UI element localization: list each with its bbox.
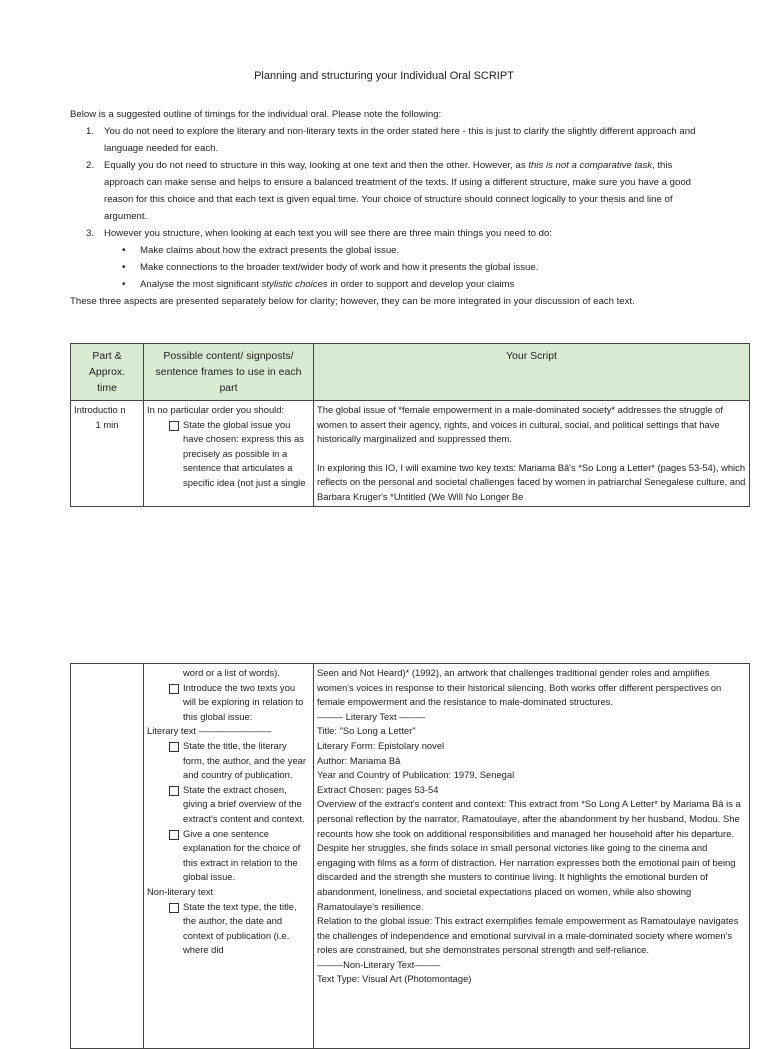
numbered-list [70,123,710,293]
script-line: Text Type: Visual Art (Photomontage) [317,973,472,985]
content-cell [144,664,314,1049]
table-row-introduction-continued [71,664,750,1049]
item-text: , this approach can make sense and helps to ensure a balanced treatment of the texts. If using a different structure, make sure you have a good reason for this choice and that each text is given equal time. Your choice of structure should connect logically to your thesis and line of argument. [104,160,691,222]
item-text: You do not need to explore the literary and non-literary texts in the order stated here - this is just to clarify the slightly different approach and language needed for each. [104,126,696,154]
checkbox-icon[interactable] [169,830,179,840]
intro-text: Below is a suggested outline of timings for the individual oral. Please note the following: [70,109,442,120]
bullet-text: Analyse the most significant [140,279,262,290]
continued-text: word or a list of words). [183,667,280,678]
item-number: 2. [86,160,95,171]
script-line: Extract Chosen: pages 53-54 [317,783,439,795]
script-paragraph: In exploring this IO, I will examine two key texts: Mariama Bâ's *So Long a Letter* (pages 53-54), which reflects on the personal and societal challenges faced by women in patriarchal Senegalese culture, and Barbara Kruger's *Untitled (We Will No Longer Be [317,461,746,502]
checklist-item[interactable] [147,783,310,827]
script-table-part2 [70,663,750,1049]
script-divider: ––––– Literary Text ––––– [317,710,426,722]
checklist-text: State the global issue you have chosen: express this as precisely as possible in a sentence that articulates a specific idea (not just a single [183,418,306,488]
script-line: Title: "So Long a Letter" [317,725,416,737]
bullet-emphasis: stylistic choices [261,279,328,290]
script-paragraph: Seen and Not Heard)* (1992), an artwork that challenges traditional gender roles and amplifies women's voices in response to their historical silencing. Both works offer different perspectives on female empowerment and the resistance to male-dominated structures. [317,667,722,708]
script-line: Literary Form: Epistolary novel [317,739,445,751]
part-time: 1 min [95,418,119,430]
checkbox-icon[interactable] [169,421,179,431]
order-note: In no particular order you should: [147,404,285,415]
script-cell[interactable] [314,664,750,1049]
literary-heading: Literary text –––––––––––––– [147,725,272,737]
part-cell [71,401,144,507]
checklist-text: State the extract chosen, giving a brief overview of the extract's content and context. [183,783,305,824]
bullet-list [70,242,710,293]
table-header-row [71,344,750,401]
checklist-text: Introduce the two texts you will be exploring in relation to this global issue: [183,681,304,722]
checklist-text: State the text type, the title, the author, the date and context of publication (i.e. where did [183,900,297,956]
item-text: However you structure, when looking at each text you will see there are three main things you need to do: [104,228,552,239]
bullet-item: • Make claims about how the extract presents the global issue. [70,242,710,259]
checklist-item[interactable] [147,739,310,783]
script-line: Year and Country of Publication: 1979, Senegal [317,769,515,781]
part-cell [71,664,144,1049]
script-divider: –––––Non-Literary Text––––– [317,958,441,970]
checkbox-icon[interactable] [169,684,179,694]
header-your-script: Your Script [314,344,750,401]
table-row-introduction [71,401,750,507]
checklist-text: State the title, the literary form, the author, and the year and country of publication. [183,739,306,781]
script-cell[interactable] [314,401,750,507]
numbered-item [70,157,710,225]
closing-text: These three aspects are presented separately below for clarity; however, they can be more integrated in your discussion of each text. [70,296,635,307]
numbered-item [70,123,710,157]
header-possible-content: Possible content/ signposts/ sentence frames to use in each part [144,344,314,401]
checkbox-icon[interactable] [169,742,179,752]
part-label: Introductio n [74,404,126,415]
checklist-item[interactable] [147,418,310,491]
item-number: 1. [86,126,95,137]
checklist-item[interactable] [147,900,310,958]
content-cell [144,401,314,507]
document-title: Planning and structuring your Individual Oral SCRIPT [254,70,514,82]
item-number: 3. [86,228,95,239]
script-line: Author: Mariama Bâ [317,754,401,766]
bullet-item: • Make connections to the broader text/wider body of work and how it presents the global issue. [70,259,710,276]
nonliterary-heading: Non-literary text [147,885,214,897]
page-break [0,548,768,636]
script-paragraph: Overview of the extract's content and context: This extract from *So Long A Letter* by Mariama Bâ is a personal reflection by the narrator, Ramatoulaye, after the abandonment by her husband, Modou. She recounts how she took on additional responsibilities and managed her household after his departure. Despite her struggles, she finds solace in small personal victories like going to the cinema and engaging with films as a form of distraction. Her narration expresses both the emotional pain of being discarded and the strength she musters to continue living. It highlights the emotional burden of abandonment, loneliness, and societal expectations placed on women, while also showing Ramatoulaye's resilience. [317,798,741,912]
checklist-text: Give a one sentence explanation for the choice of this extract in relation to the global issue. [183,827,301,883]
numbered-item [70,225,710,293]
header-part-time: Part & Approx. time [71,344,144,401]
checklist-item[interactable] [147,827,310,885]
script-table-part1 [70,343,750,507]
intro-section [70,106,710,310]
item-text: Equally you do not need to structure in this way, looking at one text and then the other. However, as [104,160,529,171]
script-paragraph: The global issue of *female empowerment in a male-dominated society* addresses the struggle of women to assert their agency, rights, and voices in cultural, social, and political settings that have historically marginalized and suppressed them. [317,404,723,445]
script-paragraph: Relation to the global issue: This extract exemplifies female empowerment as Ramatoulaye navigates the challenges of independence and emotional survival in a male-dominated society where women's roles are constrained, but she demonstrates personal strength and self-reliance. [317,915,739,956]
checkbox-icon[interactable] [169,903,179,913]
item-emphasis: this is not a comparative task [528,160,653,171]
checklist-item[interactable] [147,681,310,725]
bullet-text: in order to support and develop your claims [327,279,515,290]
checkbox-icon[interactable] [169,786,179,796]
bullet-item [70,276,710,293]
